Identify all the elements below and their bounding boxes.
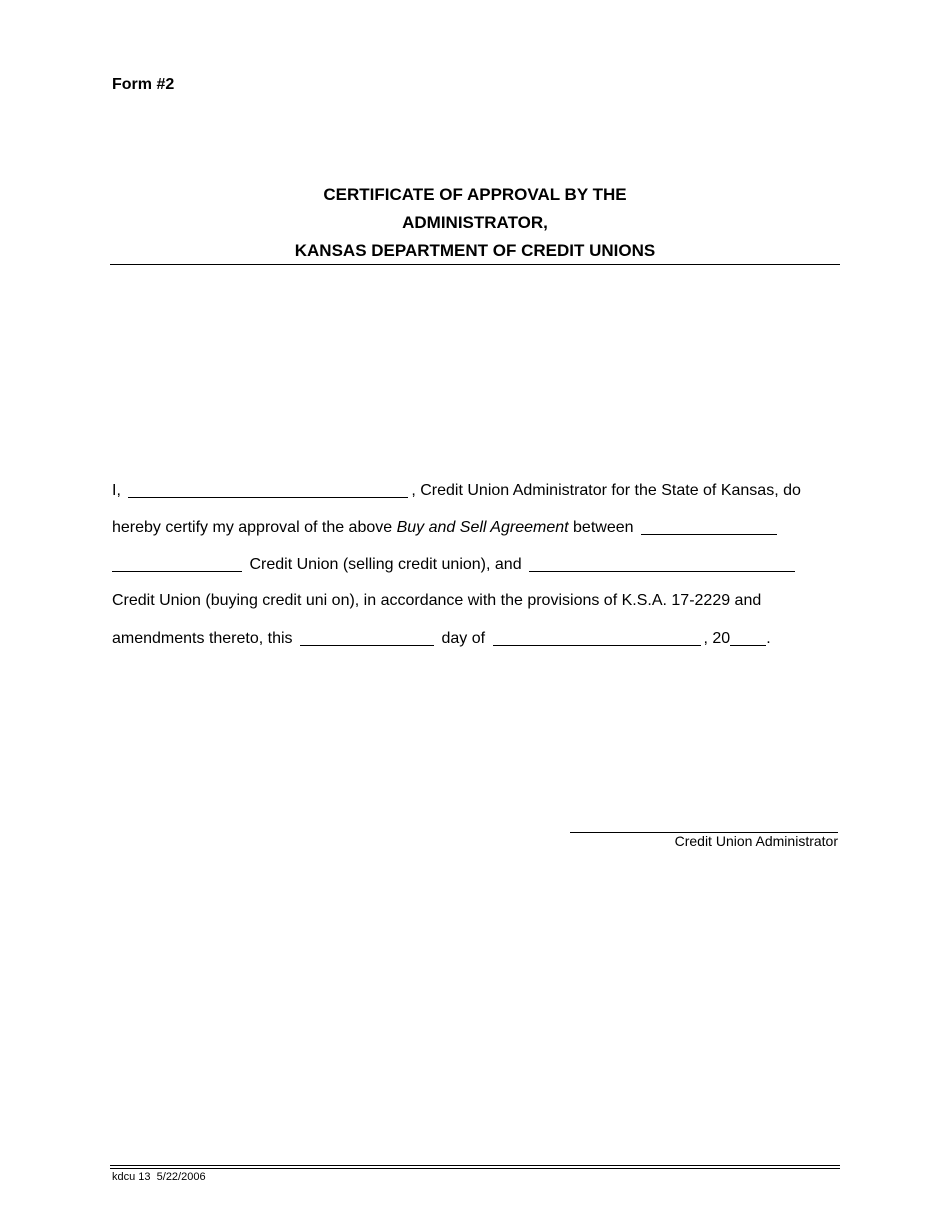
text-l1-end: , Credit Union Administrator for the State of Kansas, do	[411, 482, 801, 499]
body-line-3	[112, 555, 798, 574]
footer-form-code: kdcu 13 5/22/2006	[112, 1171, 206, 1183]
text-l3-mid: Credit Union (selling credit union), and	[249, 556, 522, 573]
year-field[interactable]	[730, 629, 766, 646]
agreement-name: Buy and Sell Agreement	[396, 519, 569, 536]
title-underline	[110, 264, 840, 265]
title-line-1: CERTIFICATE OF APPROVAL BY THE	[323, 185, 627, 204]
signature-label: Credit Union Administrator	[674, 833, 838, 849]
footer-rule-bottom	[110, 1168, 840, 1169]
selling-credit-union-field-part1[interactable]	[641, 518, 777, 535]
body-line-2	[112, 518, 780, 537]
footer-rule-top	[110, 1165, 840, 1166]
form-number: Form #2	[112, 76, 175, 93]
body-line-4	[112, 592, 761, 610]
text-l5-year: , 20	[703, 630, 731, 647]
administrator-name-field[interactable]	[128, 481, 408, 498]
text-l4: Credit Union (buying credit uni on), in accordance with the provisions of K.S.A. 17-2229 and	[112, 592, 762, 609]
buying-credit-union-field[interactable]	[529, 555, 795, 572]
text-l1-start: I,	[112, 482, 121, 499]
day-field[interactable]	[300, 629, 434, 646]
title-line-3: KANSAS DEPARTMENT OF CREDIT UNIONS	[294, 241, 656, 260]
text-l2-start: hereby certify my approval of the above	[112, 519, 393, 536]
body-line-5	[112, 629, 771, 648]
text-l5-end: .	[766, 630, 771, 647]
selling-credit-union-field-part2[interactable]	[112, 555, 242, 572]
title-line-2: ADMINISTRATOR,	[402, 213, 548, 232]
text-l2-end: between	[573, 519, 634, 536]
text-l5-mid: day of	[441, 630, 486, 647]
month-field[interactable]	[493, 629, 701, 646]
text-l5-start: amendments thereto, this	[112, 630, 293, 647]
body-line-1	[112, 481, 801, 500]
